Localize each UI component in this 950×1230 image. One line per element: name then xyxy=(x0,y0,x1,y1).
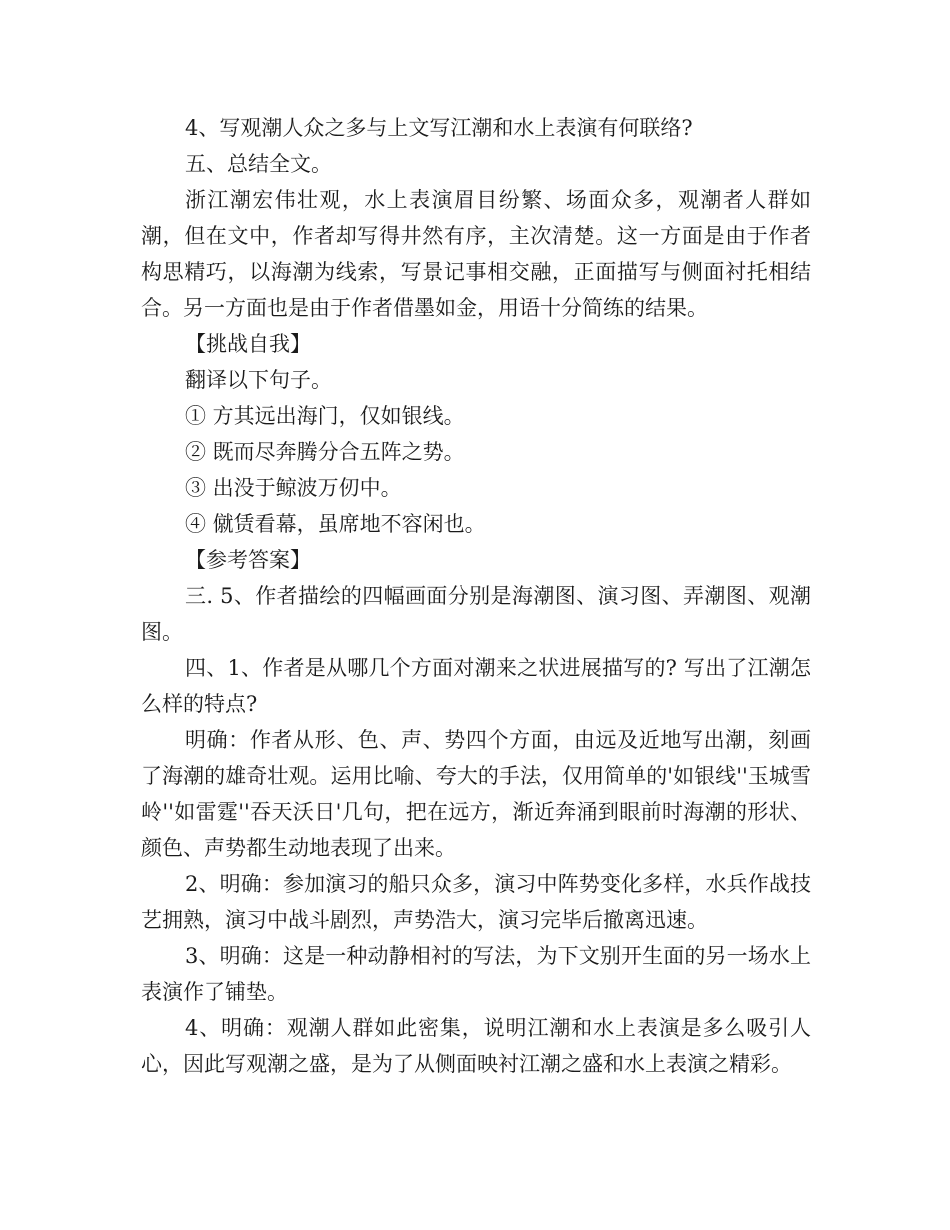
answer-four-2: 2、明确：参加演习的船只众多，演习中阵势变化多样，水兵作战技艺拥熟，演习中战斗剧烈，声势浩大，演习完毕后撤离迅速。 xyxy=(141,872,811,932)
section-five-heading: 五、总结全文。 xyxy=(185,152,332,176)
document-body xyxy=(141,110,811,1082)
challenge-heading: 【挑战自我】 xyxy=(185,332,311,356)
answer-four-1-question: 四、1、作者是从哪几个方面对潮来之状进展描写的? 写出了江潮怎么样的特点? xyxy=(141,656,811,716)
sentence-item-3: ③ 出没于鲸波万仞中。 xyxy=(185,476,402,500)
summary-paragraph: 浙江潮宏伟壮观，水上表演眉目纷繁、场面众多，观潮者人群如潮，但在文中，作者却写得井然有序，主次清楚。这一方面是由于作者构思精巧，以海潮为线索，写景记事相交融，正面描写与侧面衬托相结合。另一方面也是由于作者借墨如金，用语十分简练的结果。 xyxy=(141,188,811,320)
question-4-line: 4、写观潮人众之多与上文写江潮和水上表演有何联络? xyxy=(185,116,693,140)
answer-heading: 【参考答案】 xyxy=(185,548,311,572)
sentence-item-1: ① 方其远出海门，仅如银线。 xyxy=(185,404,465,428)
sentence-item-2: ② 既而尽奔腾分合五阵之势。 xyxy=(185,440,465,464)
translate-instruction: 翻译以下句子。 xyxy=(185,368,332,392)
answer-three-5: 三. 5、作者描绘的四幅画面分别是海潮图、演习图、弄潮图、观潮图。 xyxy=(141,584,811,644)
answer-four-3: 3、明确：这是一种动静相衬的写法，为下文别开生面的另一场水上表演作了铺垫。 xyxy=(141,944,811,1004)
sentence-item-4: ④ 僦赁看幕，虽席地不容闲也。 xyxy=(185,512,486,536)
answer-four-4: 4、明确：观潮人群如此密集，说明江潮和水上表演是多么吸引人心，因此写观潮之盛，是为了从侧面映衬江潮之盛和水上表演之精彩。 xyxy=(141,1016,811,1076)
answer-four-1-explanation: 明确：作者从形、色、声、势四个方面，由远及近地写出潮，刻画了海潮的雄奇壮观。运用比喻、夸大的手法，仅用简单的'如银线''玉城雪岭''如雷霆''吞天沃日'几句，把在远方，渐近奔涌到眼前时海潮的形状、颜色、声势都生动地表现了出来。 xyxy=(141,728,811,860)
